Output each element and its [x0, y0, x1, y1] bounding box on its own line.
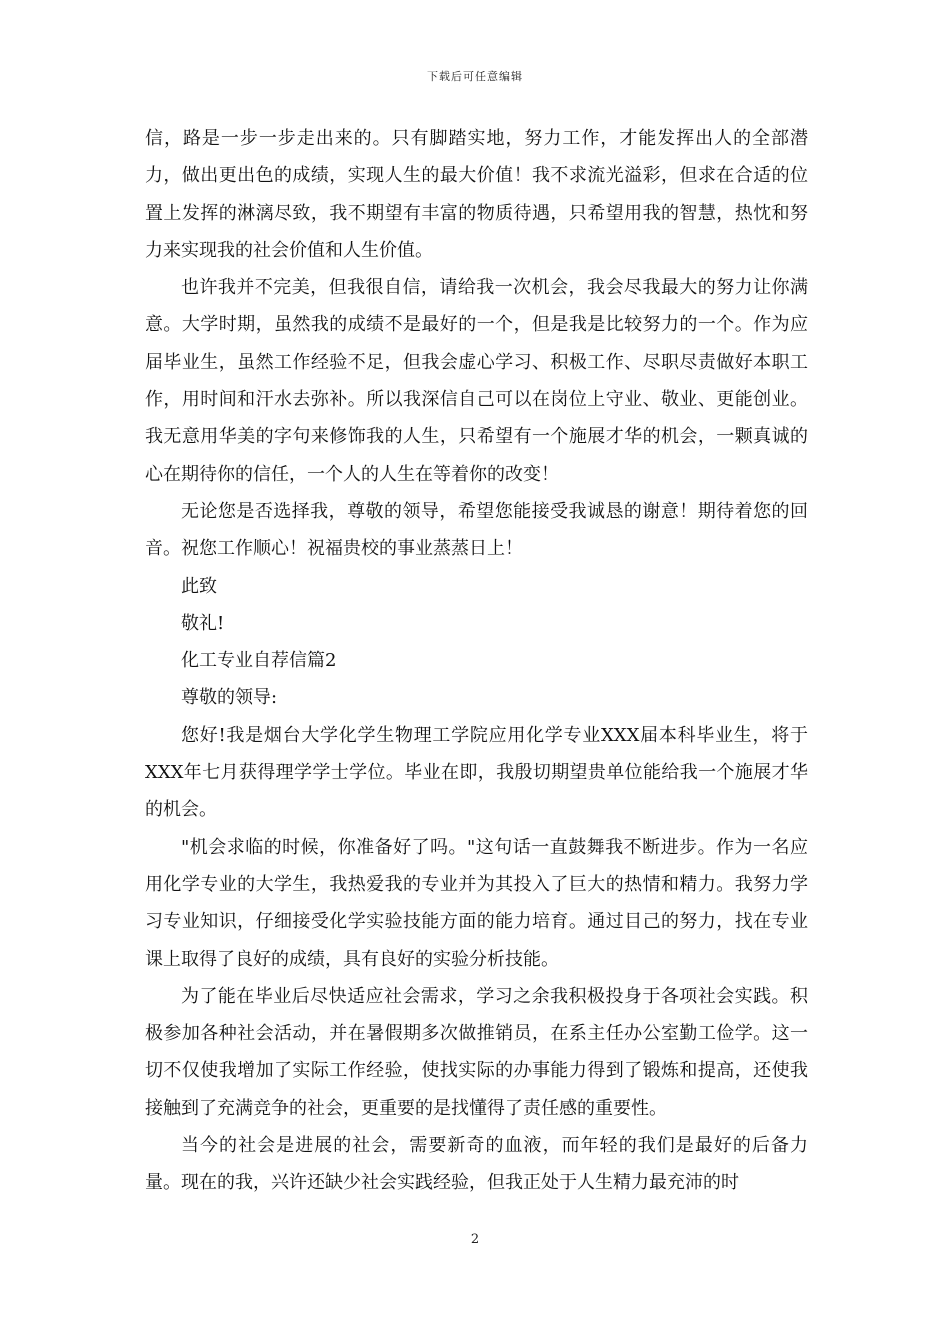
paragraph: 也许我并不完美，但我很自信，请给我一次机会，我会尽我最大的努力让你满意。大学时期，虽然我的成绩不是最好的一个，但是我是比较努力的一个。作为应届毕业生，虽然工作经验不足，但我会虚心学习、积极工作、尽职尽责做好本职工作，用时间和汗水去弥补。所以我深信自己可以在岗位上守业、敬业、更能创业。我无意用华美的字句来修饰我的人生，只希望有一个施展才华的机会，一颗真诚的心在期待你的信任，一个人的人生在等着你的改变！: [145, 277, 808, 485]
page-number: 2: [470, 1232, 480, 1247]
page-header: 下载后可任意编辑: [427, 70, 523, 83]
paragraph: 当今的社会是进展的社会，需要新奇的血液，而年轻的我们是最好的后备力量。现在的我，兴许还缺少社会实践经验，但我正处于人生精力最充沛的时: [145, 1135, 808, 1194]
paragraph: 您好!我是烟台大学化学生物理工学院应用化学专业XXX届本科毕业生，将于XXX年七月获得理学学士学位。毕业在即，我殷切期望贵单位能给我一个施展才华的机会。: [145, 724, 808, 821]
paragraph-continuation: 信，路是一步一步走出来的。只有脚踏实地，努力工作，才能发挥出人的全部潜力，做出更出色的成绩，实现人生的最大价值！我不求流光溢彩，但求在合适的位置上发挥的淋漓尽致，我不期望有丰富的物质待遇，只希望用我的智慧，热忱和努力来实现我的社会价值和人生价值。: [145, 128, 808, 261]
paragraph: 为了能在毕业后尽快适应社会需求，学习之余我积极投身于各项社会实践。积极参加各种社会活动，并在暑假期多次做推销员，在系主任办公室勤工俭学。这一切不仅使我增加了实际工作经验，使找实际的办事能力得到了锻炼和提高，还使我接触到了充满竞争的社会，更重要的是找懂得了责任感的重要性。: [145, 985, 808, 1119]
paragraph: 无论您是否选择我，尊敬的领导，希望您能接受我诚恳的谢意！期待着您的回音。祝您工作顺心！祝福贵校的事业蒸蒸日上！: [145, 500, 808, 560]
paragraph: "机会求临的时候，你准备好了吗。"这句话一直鼓舞我不断进步。作为一名应用化学专业的大学生，我热爱我的专业并为其投入了巨大的热情和精力。我努力学习专业知识，仔细接受化学实验技能方面的能力培育。通过目己的努力，找在专业课上取得了良好的成绩，具有良好的实验分析技能。: [145, 836, 808, 970]
letter-greeting: 尊敬的领导:: [181, 687, 278, 709]
section-title: 化工专业自荐信篇2: [181, 650, 337, 672]
document-body: [145, 120, 808, 1202]
closing-salutation: 此致: [181, 575, 217, 597]
closing-regards: 敬礼!: [181, 612, 225, 634]
